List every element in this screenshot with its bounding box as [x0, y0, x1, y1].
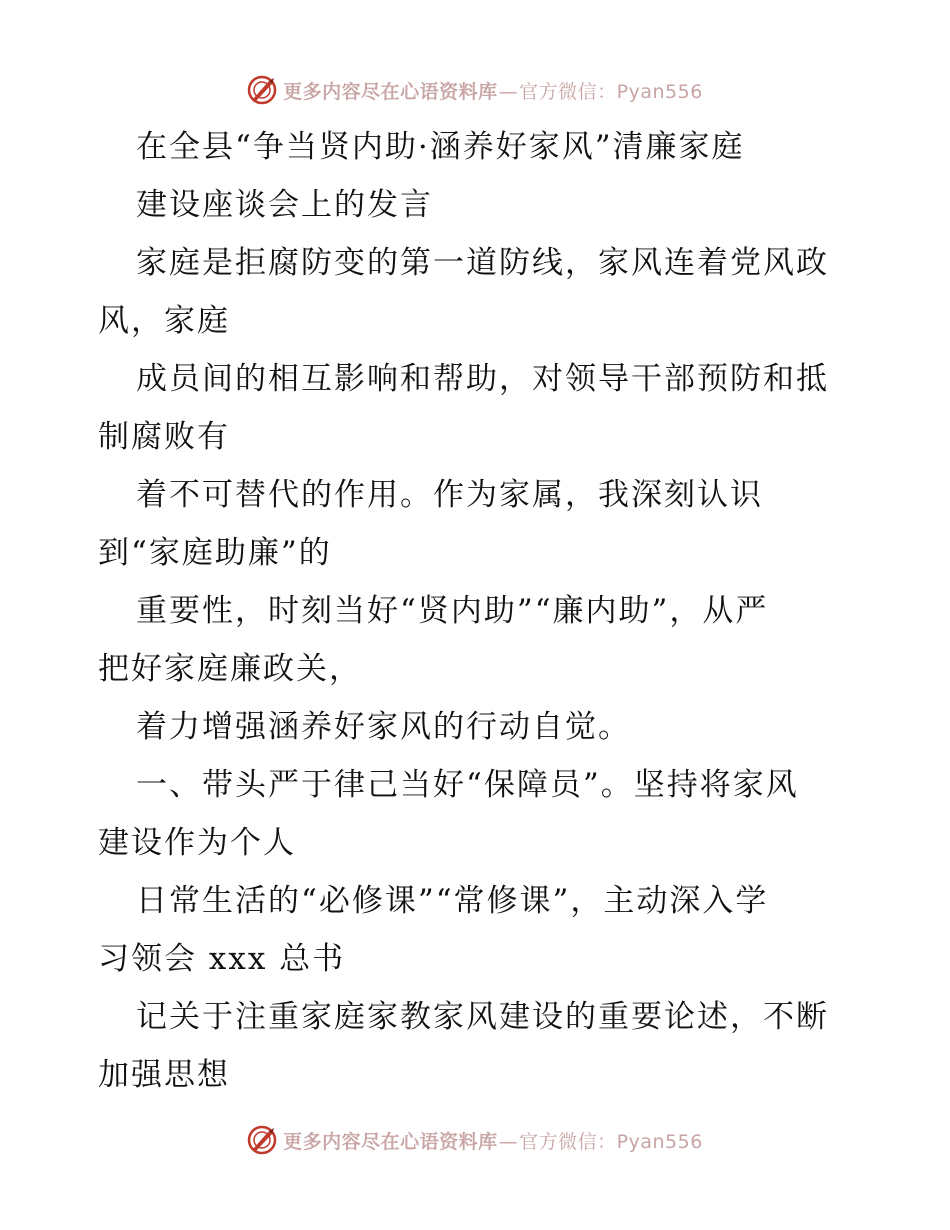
document-line: 一、带头严于律己当好“保障员”。坚持将家风 [136, 767, 799, 803]
quill-logo-icon [247, 75, 277, 105]
document-line: 习领会 xxx 总书 [98, 941, 346, 977]
document-line: 记关于注重家庭家教家风建设的重要论述，不断 [136, 999, 829, 1035]
document-line: 到“家庭助廉”的 [98, 535, 332, 571]
document-line: 加强思想 [98, 1057, 230, 1093]
document-line: 把好家庭廉政关， [98, 651, 362, 687]
footer-watermark-banner [0, 1120, 950, 1160]
banner-text [283, 77, 703, 104]
document-line: 风，家庭 [98, 303, 230, 339]
quill-logo-icon [247, 1125, 277, 1155]
banner-text [283, 1127, 703, 1154]
document-line: 日常生活的“必修课”“常修课”，主动深入学 [136, 883, 769, 919]
document-line: 成员间的相互影响和帮助，对领导干部预防和抵 [136, 361, 829, 397]
banner-contact: 官方微信：Pyan556 [519, 1130, 703, 1153]
document-line: 在全县“争当贤内助·涵养好家风”清廉家庭 [136, 129, 745, 165]
banner-separator: — [498, 1130, 519, 1153]
banner-separator: — [498, 80, 519, 103]
document-line: 重要性，时刻当好“贤内助”“廉内助”，从严 [136, 593, 769, 629]
banner-contact: 官方微信：Pyan556 [519, 80, 703, 103]
document-line: 着力增强涵养好家风的行动自觉。 [136, 709, 631, 745]
document-line: 着不可替代的作用。作为家属，我深刻认识 [136, 477, 763, 513]
banner-site-name: 更多内容尽在心语资料库 [283, 1130, 498, 1153]
header-watermark-banner [0, 70, 950, 110]
document-line: 家庭是拒腐防变的第一道防线，家风连着党风政 [136, 245, 829, 281]
document-line: 建设作为个人 [98, 825, 296, 861]
banner-site-name: 更多内容尽在心语资料库 [283, 80, 498, 103]
document-line: 建设座谈会上的发言 [136, 187, 433, 223]
document-line: 制腐败有 [98, 419, 230, 455]
document-body [98, 118, 858, 1104]
